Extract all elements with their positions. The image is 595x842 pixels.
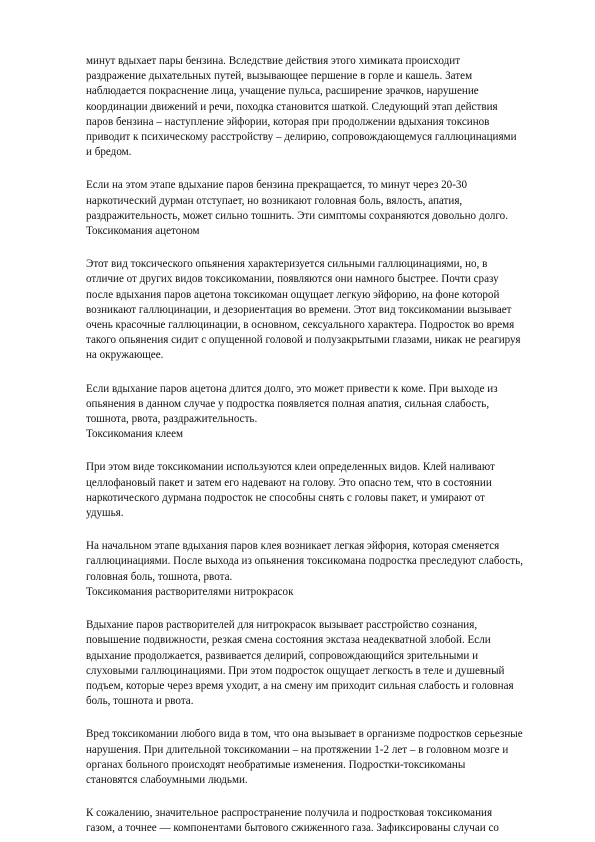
- text-line: тошнота, рвота, раздражительность.: [86, 413, 258, 426]
- text-line: подъем, которые через время уходит, а на смену им приходит сильная слабость и головная: [86, 679, 514, 692]
- text-line: очень красочные галлюцинации, в основном, сексуального характера. Подросток во время: [86, 319, 515, 332]
- text-line: вдыхание продолжается, развивается делирий, сопровождающийся зрительными и: [86, 649, 479, 662]
- text-line: такого опьянения сидит с опущенной головой и полузакрытыми глазами, никак не реагируя: [86, 334, 521, 347]
- text-line: Если вдыхание паров ацетона длится долго, это может привести к коме. При выходе из: [86, 382, 498, 395]
- text-line: органах больного происходят необратимые изменения. Подростки-токсикоманы: [86, 758, 466, 771]
- paragraph-7: [86, 618, 545, 709]
- text-line: и бредом.: [86, 146, 132, 159]
- text-line: При этом виде токсикомании используются клеи определенных видов. Клей наливают: [86, 461, 495, 474]
- text-line: наблюдается покраснение лица, учащение пульса, расширение зрачков, нарушение: [86, 85, 479, 98]
- paragraph-9: [86, 806, 545, 836]
- text-line: приводит к психическому расстройству – делирию, сопровождающемуся галлюцинациями: [86, 131, 517, 144]
- text-line: раздражительность, может сильно тошнить. Эти симптомы сохраняются довольно долго.: [86, 209, 509, 222]
- section-heading: Токсикомания растворителями нитрокрасок: [86, 585, 294, 598]
- text-line: наркотический дурман отступает, но возникают головная боль, вялость, апатия,: [86, 194, 463, 207]
- paragraph-5: [86, 460, 545, 521]
- text-line: на окружающее.: [86, 349, 164, 362]
- text-line: целлофановый пакет и затем его надевают на голову. Это опасно тем, что в состоянии: [86, 476, 492, 489]
- text-line: координации движений и речи, походка становится шаткой. Следующий этап действия: [86, 100, 498, 113]
- text-line: удушья.: [86, 507, 124, 520]
- text-line: повышение подвижности, резкая смена состояния экстаза неадекватной злобой. Если: [86, 634, 491, 647]
- text-line: галлюцинациями. После выхода из опьянения токсикомана подростка преследуют слабость,: [86, 555, 523, 568]
- paragraph-3: [86, 257, 545, 363]
- text-line: раздражение дыхательных путей, вызывающее першение в горле и кашель. Затем: [86, 70, 473, 83]
- text-line: после вдыхания паров ацетона токсикоман ощущает легкую эйфорию, на фоне которой: [86, 288, 500, 301]
- text-line: газом, а точнее — компонентами бытового сжиженного газа. Зафиксированы случаи со: [86, 822, 499, 835]
- paragraph-4: [86, 382, 545, 443]
- text-line: На начальном этапе вдыхания паров клея возникает легкая эйфория, которая сменяется: [86, 540, 500, 553]
- text-line: Вред токсикомании любого вида в том, что она вызывает в организме подростков серьезные: [86, 728, 523, 741]
- text-line: боль, тошнота и рвота.: [86, 695, 194, 708]
- text-line: головная боль, тошнота, рвота.: [86, 570, 233, 583]
- text-line: Вдыхание паров растворителей для нитрокрасок вызывает расстройство сознания,: [86, 619, 478, 632]
- paragraph-1: [86, 54, 545, 160]
- paragraph-6: [86, 539, 545, 600]
- paragraph-2: [86, 178, 545, 239]
- text-line: наркотического дурмана подросток не способны снять с головы пакет, и умирают от: [86, 491, 485, 504]
- text-line: возникают галлюцинации, и дезориентация во времени. Этот вид токсикомании вызывает: [86, 303, 512, 316]
- paragraph-8: [86, 727, 545, 788]
- text-line: нарушения. При длительной токсикомании – на протяжении 1-2 лет – в головном мозге и: [86, 743, 509, 756]
- text-line: слуховыми галлюцинациями. При этом подросток ощущает легкость в теле и душевный: [86, 664, 505, 677]
- text-line: отличие от других видов токсикомании, появляются они намного быстрее. Почти сразу: [86, 273, 499, 286]
- text-line: минут вдыхает пары бензина. Вследствие действия этого химиката происходит: [86, 55, 461, 67]
- text-line: Этот вид токсического опьянения характеризуется сильными галлюцинациями, но, в: [86, 258, 488, 271]
- text-line: Если на этом этапе вдыхание паров бензина прекращается, то минут через 20-30: [86, 179, 468, 192]
- text-line: К сожалению, значительное распространение получила и подростковая токсикомания: [86, 807, 493, 820]
- text-line: паров бензина – наступление эйфории, которая при продолжении вдыхания токсинов: [86, 115, 490, 128]
- text-line: становятся слабоумными людьми.: [86, 773, 248, 786]
- section-heading: Токсикомания клеем: [86, 428, 184, 441]
- text-line: опьянения в данном случае у подростка появляется полная апатия, сильная слабость,: [86, 397, 490, 410]
- section-heading: Токсикомания ацетоном: [86, 225, 200, 238]
